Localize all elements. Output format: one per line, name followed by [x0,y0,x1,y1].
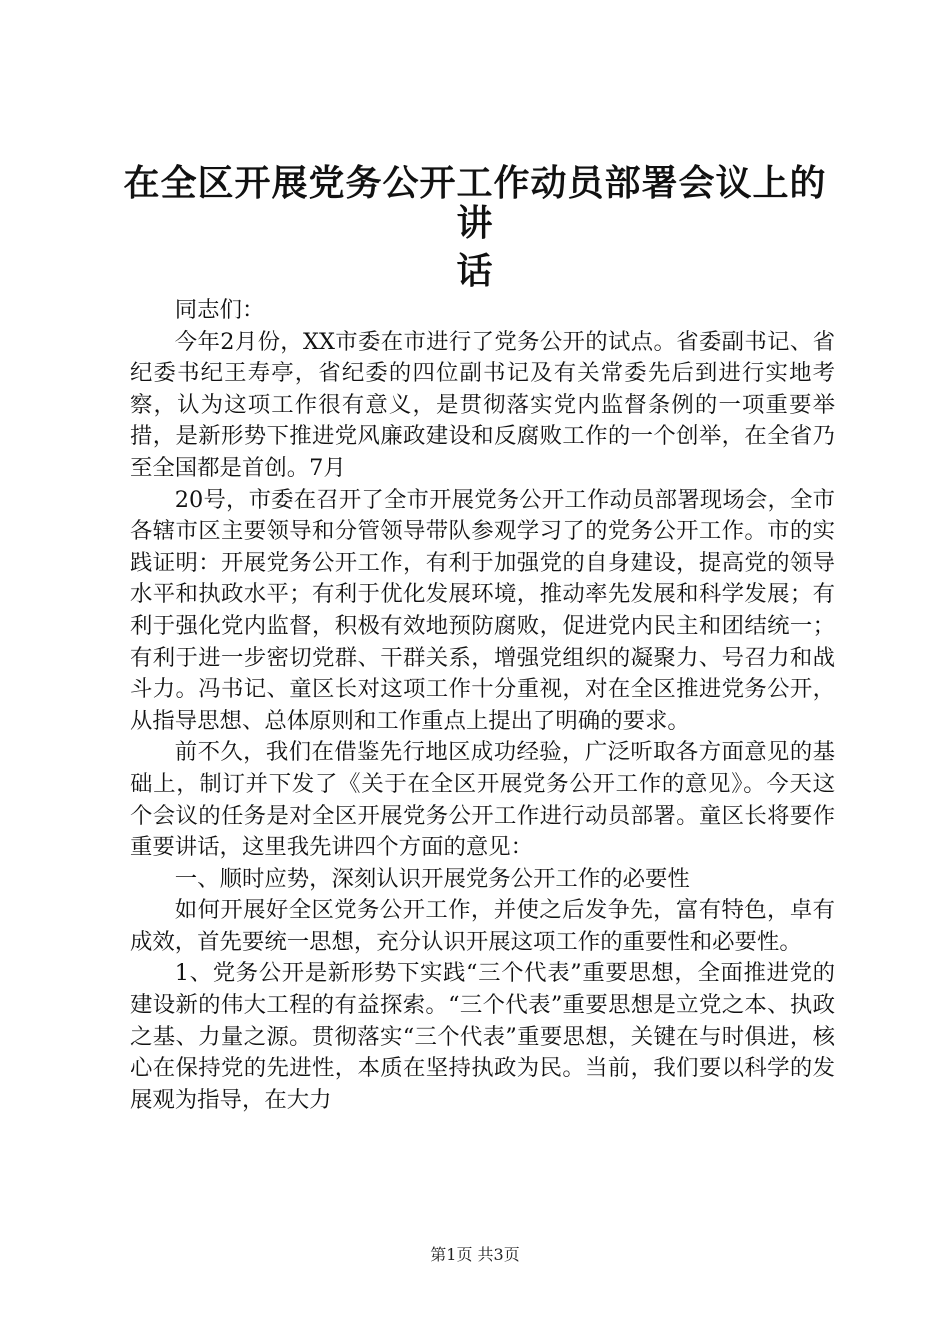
body-paragraph: 前不久，我们在借鉴先行地区成功经验，广泛听取各方面意见的基础上，制订并下发了《关于在全区开展党务公开工作的意见》。今天这个会议的任务是对全区开展党务公开工作进行动员部署。童区长将要作重要讲话，这里我先讲四个方面的意见： [130,739,835,861]
document-title-line-2: 话 [456,250,494,292]
body-paragraph: 20号，市委在召开了全市开展党务公开工作动员部署现场会，全市各辖市区主要领导和分管领导带队参观学习了的党务公开工作。市的实践证明：开展党务公开工作，有利于加强党的自身建设，提高党的领导水平和执政水平；有利于优化发展环境，推动率先发展和科学发展；有利于强化党内监督，积极有效地预防腐败，促进党内民主和团结统一；有利于进一步密切党群、干群关系，增强党组织的凝聚力、号召力和战斗力。冯书记、童区长对这项工作十分重视，对在全区推进党务公开，从指导思想、总体原则和工作重点上提出了明确的要求。 [130,486,835,734]
document-title-line-1: 在全区开展党务公开工作动员部署会议上的讲 [123,162,827,244]
body-paragraph: 今年2月份，XX市委在市进行了党务公开的试点。省委副书记、省纪委书纪王寿亭，省纪委的四位副书记及有关常委先后到进行实地考察，认为这项工作很有意义，是贯彻落实党内监督条例的一项重要举措，是新形势下推进党风廉政建设和反腐败工作的一个创举，在全省乃至全国都是首创。7月 [130,328,835,481]
body-paragraph: 如何开展好全区党务公开工作，并使之后发争先，富有特色，卓有成效，首先要统一思想，充分认识开展这项工作的重要性和必要性。 [130,897,835,955]
document-body [130,295,835,1116]
body-paragraph: 1、党务公开是新形势下实践“三个代表”重要思想，全面推进党的建设新的伟大工程的有益探索。“三个代表”重要思想是立党之本、执政之基、力量之源。贯彻落实“三个代表”重要思想，关键在与时俱进，核心在保持党的先进性，本质在坚持执政为民。当前，我们要以科学的发展观为指导，在大力 [130,960,835,1113]
section-heading: 一、顺时应势，深刻认识开展党务公开工作的必要性 [174,865,690,892]
page-number-footer: 第1页 共3页 [430,1245,520,1264]
salutation-paragraph: 同志们： [174,297,265,323]
